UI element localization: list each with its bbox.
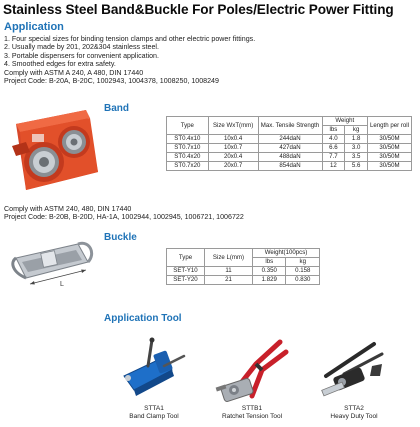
table-cell: 30/50M — [367, 144, 411, 153]
table-cell: SET-Y10 — [167, 267, 205, 276]
tool-caption — [212, 405, 292, 420]
col-lbs: lbs — [253, 258, 286, 267]
table-cell: 30/50M — [367, 153, 411, 162]
tool-code: STTA2 — [344, 405, 364, 412]
table-cell: 30/50M — [367, 162, 411, 171]
buckle-image — [8, 228, 100, 296]
table-header-row — [167, 117, 412, 126]
tool-name: Ratchet Tension Tool — [221, 412, 283, 420]
compliance-line: Comply with ASTM A 240, A 480, DIN 17440 — [4, 68, 144, 77]
table-cell: 0.158 — [286, 267, 320, 276]
application-line: 1. Four special sizes for binding tension clamps and other electric power fittings. — [4, 35, 256, 43]
table-cell: 11 — [205, 267, 253, 276]
table-cell: 0.350 — [253, 267, 286, 276]
band-clamp-tool-image — [118, 336, 190, 404]
table-cell: ST0.7x10 — [167, 144, 209, 153]
table-row — [167, 162, 412, 171]
col-size: Size WxT(mm) — [208, 117, 258, 135]
table-cell: ST0.4x20 — [167, 153, 209, 162]
table-cell: 21 — [205, 276, 253, 285]
application-line: 2. Usually made by 201, 202&304 stainless steel. — [4, 43, 159, 52]
table-row — [167, 144, 412, 153]
table-cell: 10x0.7 — [208, 144, 258, 153]
page-title: Stainless Steel Band&Buckle For Poles/Electric Power Fitting — [3, 2, 394, 17]
project-code-line: Project Code: B-20B, B-20D, HA-1A, 1002944, 1002945, 1006721, 1006722 — [4, 213, 244, 222]
col-size: Size L(mm) — [205, 249, 253, 267]
table-cell: 854daN — [258, 162, 322, 171]
band-heading: Band — [104, 103, 129, 114]
table-row — [167, 276, 320, 285]
buckle-spec-table — [166, 248, 320, 285]
table-cell: 3.0 — [345, 144, 368, 153]
table-cell: 5.6 — [345, 162, 368, 171]
table-cell: 12 — [322, 162, 345, 171]
table-cell: 244daN — [258, 135, 322, 144]
tool-caption — [118, 405, 190, 420]
heavy-duty-tool-image — [316, 336, 392, 404]
table-row — [167, 267, 320, 276]
table-cell: SET-Y20 — [167, 276, 205, 285]
table-cell: 488daN — [258, 153, 322, 162]
col-tensile: Max. Tensile Strength — [258, 117, 322, 135]
compliance-line: Comply with ASTM 240, 480, DIN 17440 — [4, 205, 132, 213]
table-cell: 427daN — [258, 144, 322, 153]
col-kg: kg — [286, 258, 320, 267]
table-cell: 7.7 — [322, 153, 345, 162]
tool-code: STTB1 — [241, 405, 263, 412]
col-type: Type — [167, 249, 205, 267]
band-spec-table — [166, 116, 412, 171]
col-weight: Weight(100pcs) — [253, 249, 320, 258]
table-row — [167, 153, 412, 162]
table-cell: 20x0.4 — [208, 153, 258, 162]
application-heading: Application — [4, 21, 64, 33]
application-tool-heading: Application Tool — [104, 313, 182, 324]
dimension-label: L — [60, 281, 64, 288]
table-row — [167, 135, 412, 144]
project-code-line: Project Code: B-20A, B-20C, 1002943, 1004378, 1008250, 1008249 — [4, 77, 219, 86]
application-line: 4. Smoothed edges for extra safety. — [4, 60, 116, 69]
buckle-heading: Buckle — [104, 232, 137, 243]
col-weight: Weight — [322, 117, 367, 126]
table-cell: 3.5 — [345, 153, 368, 162]
application-line: 3. Portable dispensers for convenient application. — [4, 51, 159, 60]
table-cell: 10x0.4 — [208, 135, 258, 144]
col-kg: kg — [345, 126, 368, 135]
table-cell: 1.8 — [345, 135, 368, 144]
col-type: Type — [167, 117, 209, 135]
ratchet-tension-tool-image — [212, 336, 292, 404]
col-length: Length per roll — [367, 117, 411, 135]
table-cell: 4.0 — [322, 135, 345, 144]
table-header-row — [167, 249, 320, 258]
tool-name: Heavy Duty Tool — [330, 412, 378, 420]
table-cell: 30/50M — [367, 135, 411, 144]
tool-name: Band Clamp Tool — [129, 412, 179, 420]
table-cell: 0.830 — [286, 276, 320, 285]
table-cell: ST0.4x10 — [167, 135, 209, 144]
table-cell: 6.6 — [322, 144, 345, 153]
buckle-compliance — [4, 205, 244, 222]
table-cell: 20x0.7 — [208, 162, 258, 171]
tool-code: STTA1 — [144, 405, 164, 412]
band-dispenser-image — [6, 104, 100, 196]
tool-caption — [314, 405, 394, 420]
col-lbs: lbs — [322, 126, 345, 135]
table-cell: ST0.7x20 — [167, 162, 209, 171]
application-list — [4, 35, 255, 85]
table-cell: 1.829 — [253, 276, 286, 285]
